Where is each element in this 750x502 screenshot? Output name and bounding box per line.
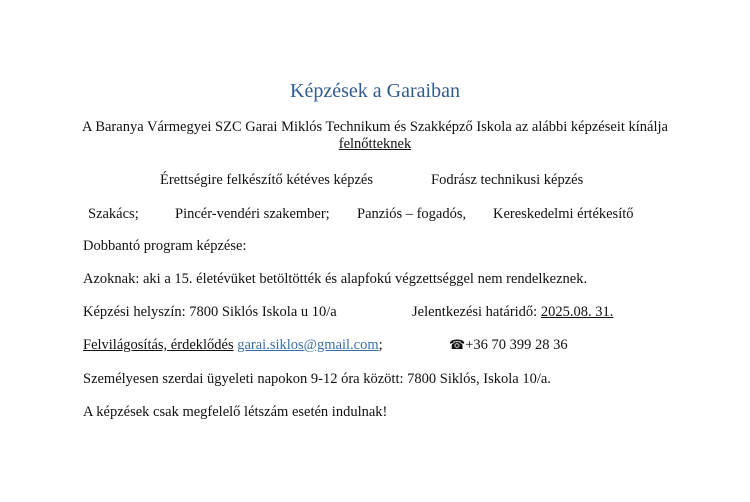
notice-text: A képzések csak megfelelő létszám esetén indulnak! bbox=[83, 404, 388, 420]
intro-text: A Baranya Vármegyei SZC Garai Miklós Technikum és Szakképző Iskola az alábbi képzéseit kínálja bbox=[82, 119, 668, 135]
phone-number: +36 70 399 28 36 bbox=[465, 337, 568, 353]
intro-emphasis: felnőtteknek bbox=[338, 136, 412, 152]
course-panzios: Panziós – fogadós, bbox=[357, 206, 467, 222]
telephone-icon: ☎ bbox=[449, 338, 466, 353]
email-link[interactable]: garai.siklos@gmail.com bbox=[237, 337, 379, 353]
phone-contact bbox=[449, 337, 568, 354]
personal-visit: Személyesen szerdai ügyeleti napokon 9-12 óra között: 7800 Siklós, Iskola 10/a. bbox=[83, 371, 551, 387]
page-title: Képzések a Garaiban bbox=[290, 80, 460, 102]
contact-info bbox=[83, 337, 383, 354]
intro-paragraph bbox=[80, 119, 670, 153]
info-label: Felvilágosítás, érdeklődés bbox=[83, 337, 234, 353]
location-text: Képzési helyszín: 7800 Siklós Iskola u 10/a bbox=[83, 304, 337, 320]
course-kereskedelmi: Kereskedelmi értékesítő bbox=[493, 206, 634, 222]
course-fodrasz: Fodrász technikusi képzés bbox=[431, 172, 584, 188]
course-erettsegi: Érettségire felkészítő kétéves képzés bbox=[160, 172, 373, 188]
dobbanto-heading: Dobbantó program képzése: bbox=[83, 238, 247, 254]
course-pincer: Pincér-vendéri szakember; bbox=[175, 206, 330, 222]
deadline-label: Jelentkezési határidő: bbox=[412, 304, 538, 320]
deadline bbox=[412, 304, 613, 321]
course-szakacs: Szakács; bbox=[88, 206, 139, 222]
deadline-value: 2025.08. 31. bbox=[540, 304, 614, 320]
email-separator: ; bbox=[378, 337, 383, 353]
target-audience: Azoknak: aki a 15. életévüket betöltötték és alapfokú végzettséggel nem rendelkeznek. bbox=[83, 271, 588, 287]
